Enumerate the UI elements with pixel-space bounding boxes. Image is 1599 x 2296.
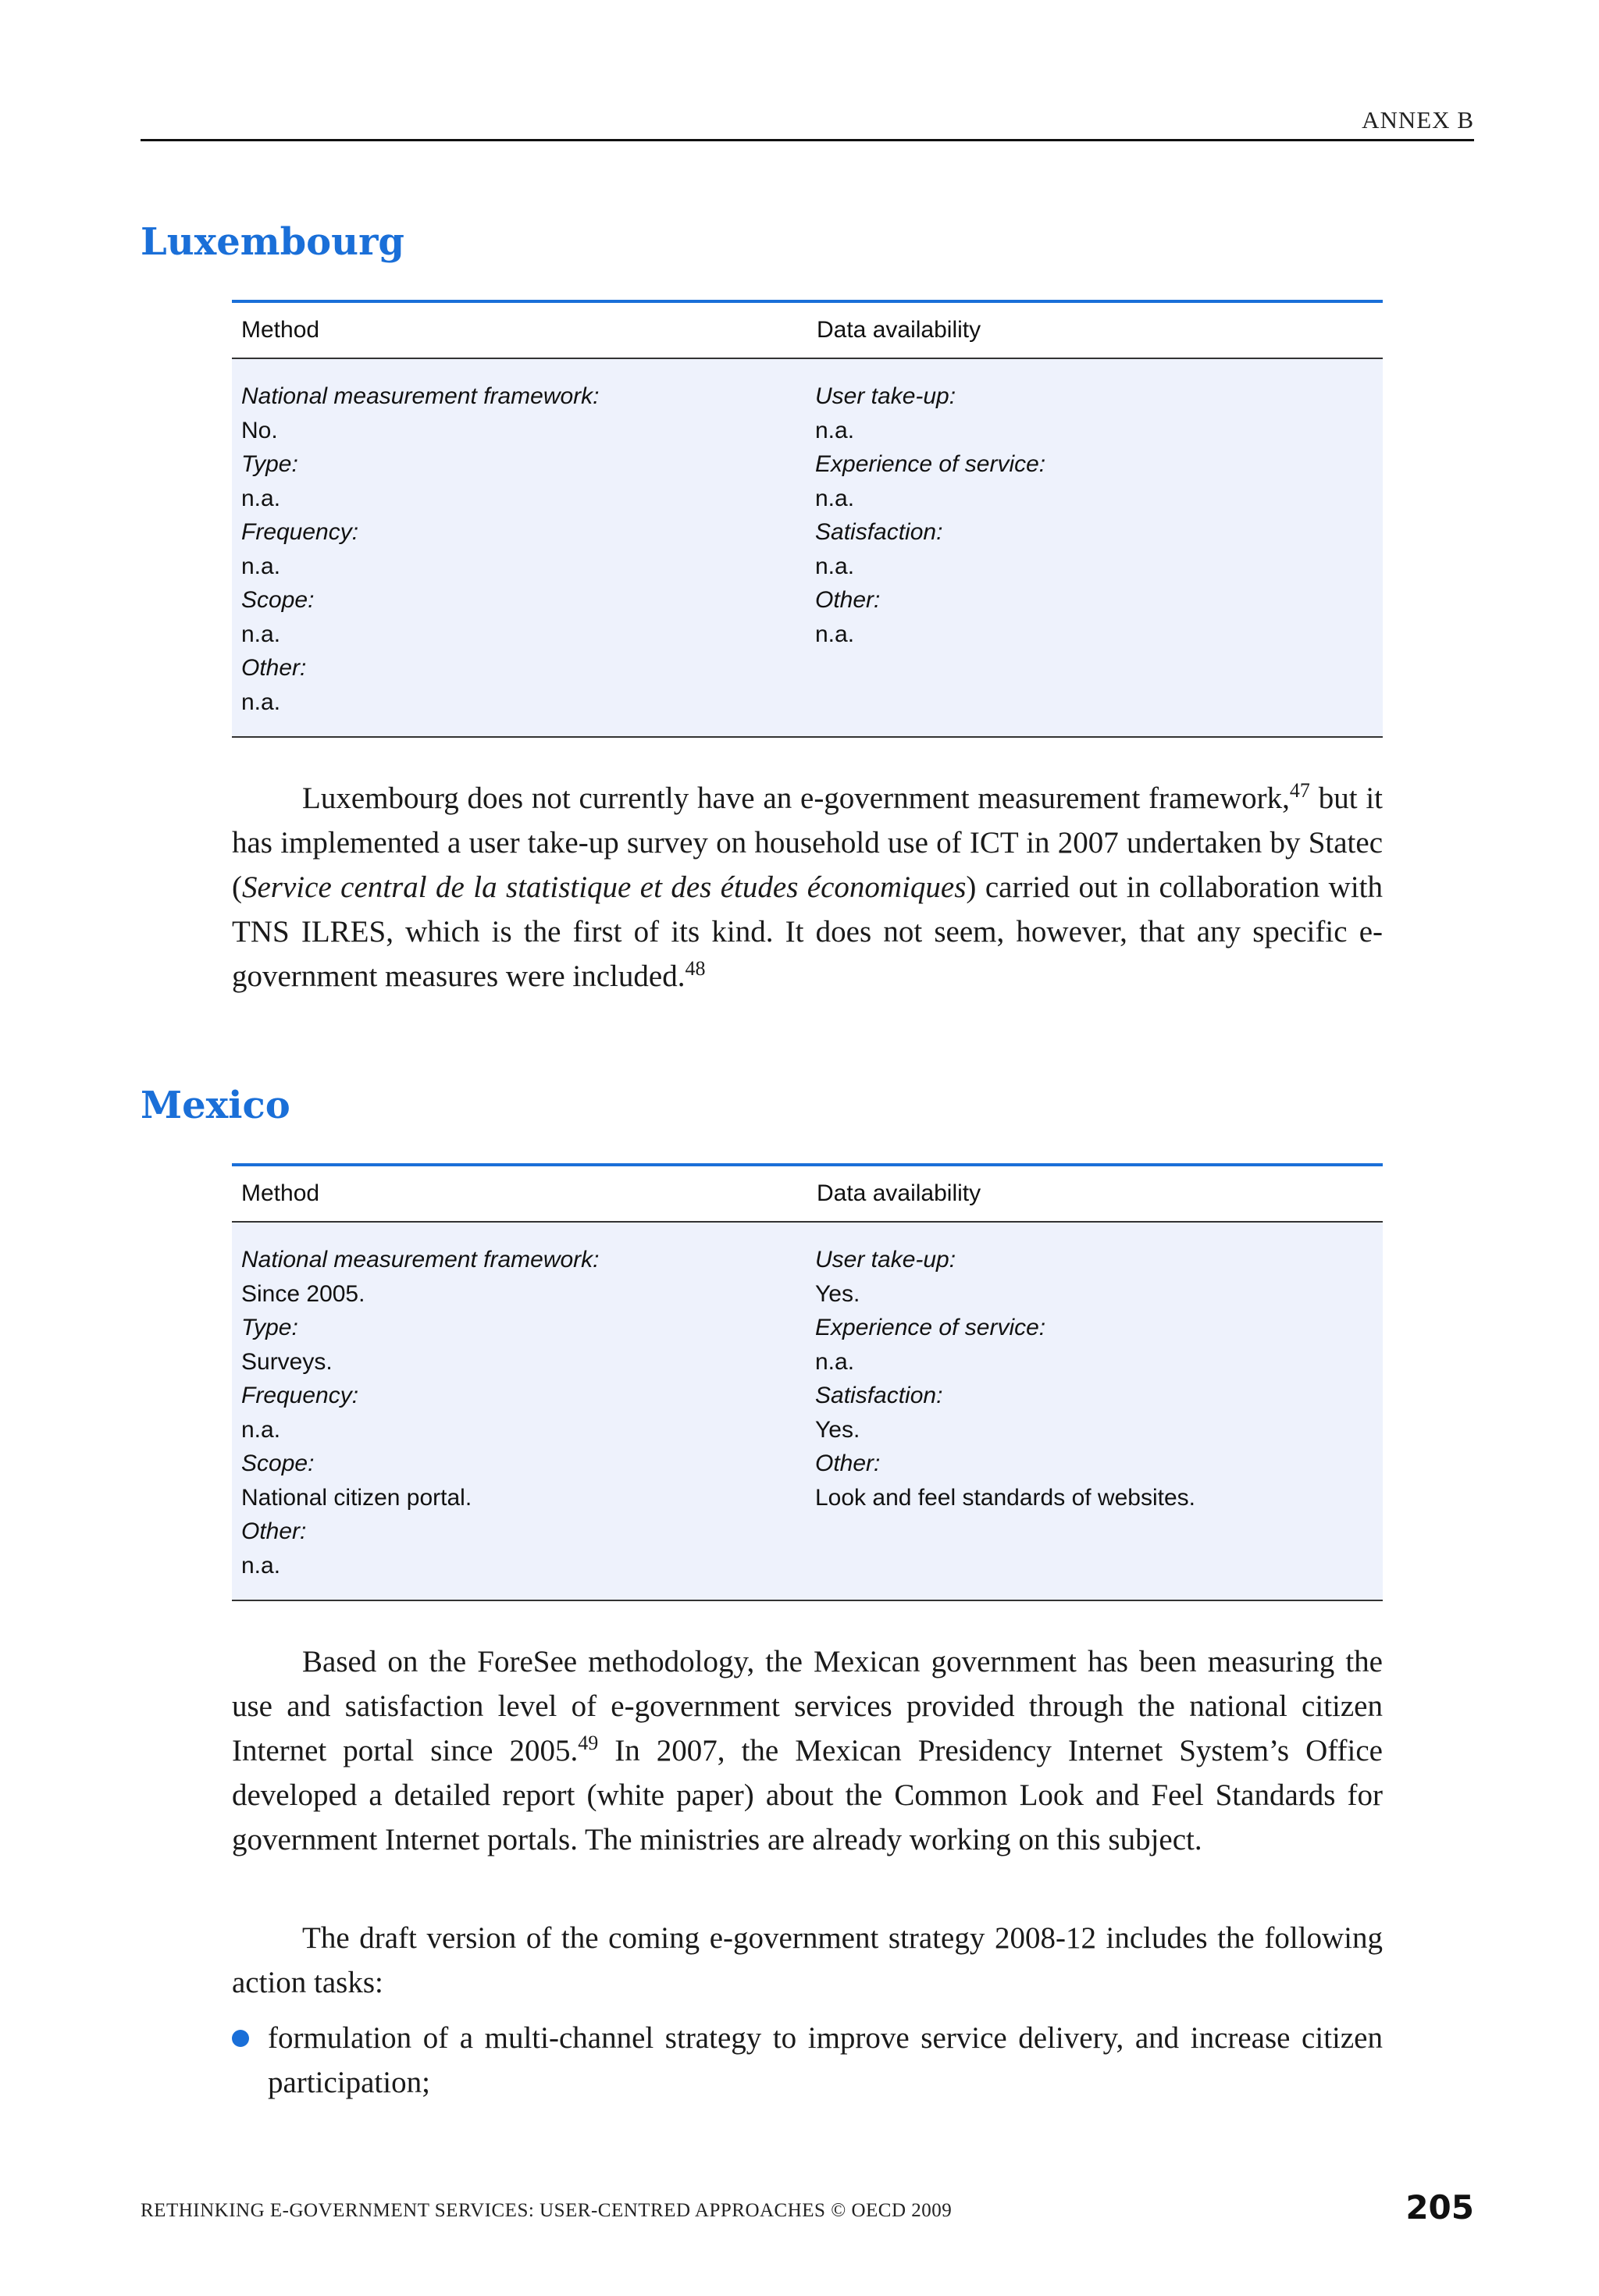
field-value: Look and feel standards of websites.: [815, 1484, 1195, 1511]
field-value: n.a.: [241, 1416, 281, 1443]
column-header-method: Method: [241, 1180, 320, 1206]
field-label: Other:: [815, 587, 881, 613]
field-value: n.a.: [241, 1552, 281, 1579]
field-value: n.a.: [815, 553, 855, 579]
field-user-take-up: [815, 1243, 1383, 1311]
field-value: n.a.: [815, 1348, 855, 1375]
field-label: Satisfaction:: [815, 1383, 943, 1408]
field-experience: [815, 447, 1383, 515]
field-frequency: [241, 1379, 807, 1447]
field-satisfaction: [815, 1379, 1383, 1447]
field-other: [815, 583, 1383, 651]
data-availability-column: [807, 1243, 1383, 1582]
field-value: National citizen portal.: [241, 1484, 472, 1511]
field-label: Other:: [241, 655, 307, 681]
method-column: [232, 1243, 807, 1582]
field-experience: [815, 1311, 1383, 1379]
field-value: No.: [241, 417, 278, 443]
field-value: Surveys.: [241, 1348, 333, 1375]
list-item: [232, 2016, 1383, 2105]
field-scope: [241, 583, 807, 651]
footnote-ref-49[interactable]: 49: [578, 1732, 599, 1754]
field-type: [241, 1311, 807, 1379]
table-header: [232, 1166, 1383, 1223]
field-label: Frequency:: [241, 519, 359, 545]
field-user-take-up: [815, 379, 1383, 447]
footnote-ref-48[interactable]: 48: [685, 957, 706, 980]
data-availability-column: [807, 379, 1383, 719]
field-value: n.a.: [241, 621, 281, 647]
field-label: Type:: [241, 1315, 298, 1340]
field-label: Other:: [241, 1518, 307, 1544]
table-body: [232, 359, 1383, 736]
field-type: [241, 447, 807, 515]
section-title-mexico: Mexico: [141, 1084, 290, 1127]
column-header-data-availability: Data availability: [817, 1180, 981, 1206]
field-label: Type:: [241, 451, 298, 477]
luxembourg-table: [232, 300, 1383, 738]
mexico-table: [232, 1163, 1383, 1601]
field-value: Since 2005.: [241, 1280, 365, 1307]
field-value: n.a.: [241, 689, 281, 715]
field-label: Scope:: [241, 587, 315, 613]
field-label: User take-up:: [815, 1247, 956, 1273]
field-value: n.a.: [241, 485, 281, 511]
italic-text: Service central de la statistique et des études économiques: [242, 870, 967, 904]
section-title-luxembourg: Luxembourg: [141, 220, 404, 264]
field-value: n.a.: [815, 621, 855, 647]
field-label: Other:: [815, 1451, 881, 1476]
field-value: n.a.: [815, 417, 855, 443]
field-value: n.a.: [241, 553, 281, 579]
field-label: Experience of service:: [815, 451, 1046, 477]
field-national-framework: [241, 1243, 807, 1311]
mexico-paragraph-1: [232, 1639, 1383, 1862]
text-run: In 2007, the Mexican Presidency Internet System’s Office developed a detailed report (white paper) about the Common Look and Feel Standards for government Internet portals. The ministries are already working on this subject.: [232, 1734, 1383, 1856]
footnote-ref-47[interactable]: 47: [1289, 779, 1310, 802]
field-label: Experience of service:: [815, 1315, 1046, 1340]
column-header-method: Method: [241, 317, 320, 343]
field-national-framework: [241, 379, 807, 447]
field-scope: [241, 1447, 807, 1515]
field-other: [241, 1515, 807, 1582]
list-item-text: formulation of a multi-channel strategy to improve service delivery, and increase citizen participation;: [268, 2021, 1383, 2099]
bullet-icon: [232, 2030, 249, 2047]
page-number: 205: [1405, 2188, 1474, 2227]
table-header: [232, 303, 1383, 359]
luxembourg-paragraph: [232, 776, 1383, 998]
field-label: National measurement framework:: [241, 383, 600, 409]
field-label: User take-up:: [815, 383, 956, 409]
text-run: but it has implemented a user take-up survey on household use of ICT in 2007 undertaken by Statec (: [232, 781, 1383, 904]
field-value: n.a.: [815, 485, 855, 511]
text-run: ) carried out in collaboration with TNS ILRES, which is the first of its kind. It does not seem, however, that any specific e-government measures were included.: [232, 870, 1383, 993]
method-column: [232, 379, 807, 719]
field-label: National measurement framework:: [241, 1247, 600, 1273]
footer-publication: RETHINKING E-GOVERNMENT SERVICES: USER-CENTRED APPROACHES © OECD 2009: [141, 2200, 953, 2221]
field-other: [815, 1447, 1383, 1515]
running-header: ANNEX B: [141, 106, 1474, 141]
text-run: Based on the ForeSee methodology, the Mexican government has been measuring the use and satisfaction level of e-government services provided through the national citizen Internet portal since 2005.: [232, 1645, 1383, 1767]
field-satisfaction: [815, 515, 1383, 583]
table-body: [232, 1223, 1383, 1600]
field-label: Satisfaction:: [815, 519, 943, 545]
field-other: [241, 651, 807, 719]
column-header-data-availability: Data availability: [817, 317, 981, 343]
field-value: Yes.: [815, 1416, 860, 1443]
field-label: Frequency:: [241, 1383, 359, 1408]
field-value: Yes.: [815, 1280, 860, 1307]
field-frequency: [241, 515, 807, 583]
field-label: Scope:: [241, 1451, 315, 1476]
mexico-paragraph-2: The draft version of the coming e-government strategy 2008-12 includes the following action tasks:: [232, 1921, 1383, 1999]
text-run: Luxembourg does not currently have an e-government measurement framework,: [302, 781, 1290, 815]
